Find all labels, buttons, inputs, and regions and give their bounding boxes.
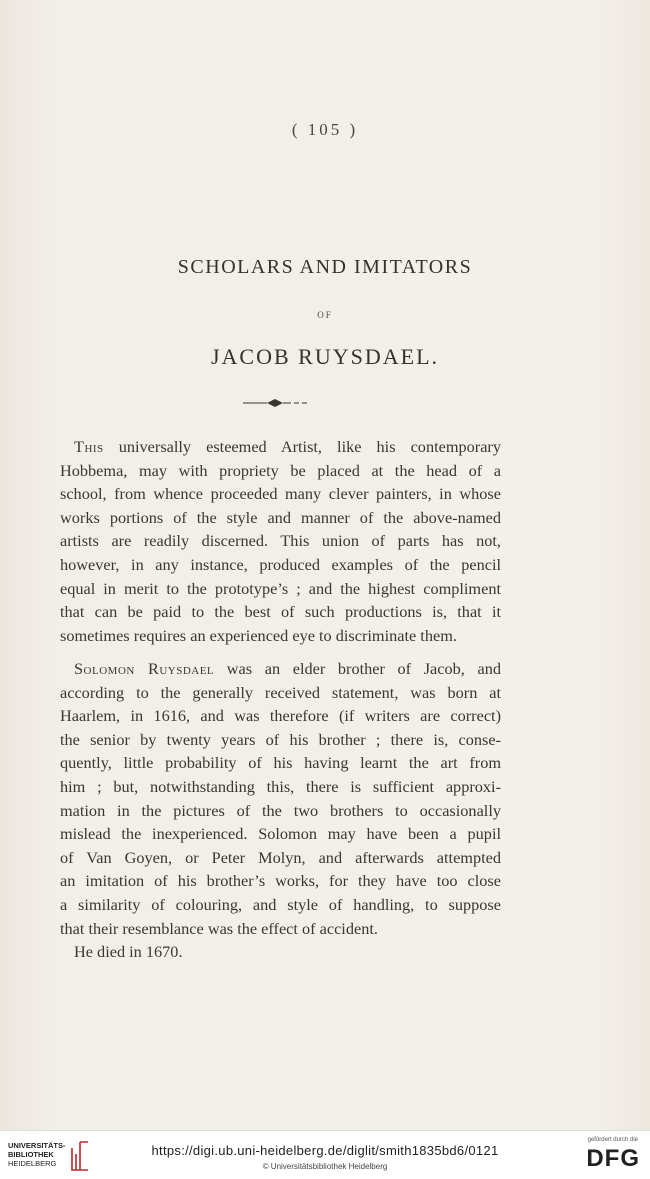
funding-note: gefördert durch die <box>587 1137 638 1143</box>
chapter-title: SCHOLARS AND IMITATORS <box>177 256 473 278</box>
text-line: according to the generally received statement, was born at <box>60 682 501 702</box>
text-line: artists are readily discerned. This union of parts has not, <box>60 531 501 551</box>
text-line: however, in any instance, produced examples of the pencil <box>60 554 501 574</box>
text-line: him ; but, notwithstanding this, there is sufficient approxi- <box>60 776 501 796</box>
text-line: works portions of the style and manner of the above-named <box>60 507 501 527</box>
chapter-subject: JACOB RUYSDAEL. <box>210 344 440 369</box>
paragraph-solomon <box>60 657 501 964</box>
text-line: a similarity of colouring, and style of handling, to suppose <box>60 894 501 914</box>
paragraph-hobbema <box>60 435 501 647</box>
text-line: mation in the pictures of the two brothers to occasionally <box>60 800 501 820</box>
text-line: that can be paid to the best of such productions is, that it <box>60 602 501 622</box>
text-line: universally esteemed Artist, like his contemporary <box>103 437 501 456</box>
text-line: Hobbema, may with propriety be placed at the head of a <box>60 460 501 480</box>
text-line: the senior by twenty years of his brother ; there is, conse- <box>60 729 501 749</box>
text-line: equal in merit to the prototype’s ; and the highest compliment <box>60 578 501 598</box>
text-line: school, from whence proceeded many clever painters, in whose <box>60 484 501 504</box>
text-line: an imitation of his brother’s works, for they have too close <box>60 871 501 891</box>
permalink-url[interactable]: https://digi.ub.uni-heidelberg.de/diglit/smith1835bd6/0121 <box>151 1143 499 1158</box>
library-name: UNIVERSITÄTS- BIBLIOTHEK HEIDELBERG <box>8 1141 66 1168</box>
text-line: He died in 1670. <box>74 942 183 962</box>
ornament-divider <box>243 396 307 410</box>
text-line: was an elder brother of Jacob, and <box>214 659 501 678</box>
dfg-logo: DFG <box>586 1145 640 1172</box>
page-number: ( 105 ) <box>291 120 359 139</box>
copyright-notice: © Universitätsbibliothek Heidelberg <box>262 1162 388 1171</box>
text-line: quently, little probability of his having learnt the art from <box>60 753 501 773</box>
text-line: mislead the inexperienced. Solomon may have been a pupil <box>60 824 501 844</box>
viewer-footer <box>0 1130 650 1179</box>
text-line: sometimes requires an experienced eye to discriminate them. <box>60 625 457 645</box>
text-line: Haarlem, in 1616, and was therefore (if writers are correct) <box>60 706 501 726</box>
lead-name: Solomon Ruysdael <box>74 659 215 678</box>
lead-word: This <box>74 437 104 456</box>
text-line: of Van Goyen, or Peter Molyn, and afterwards attempted <box>60 847 501 867</box>
chapter-title-of: OF <box>317 310 333 320</box>
text-line: that their resemblance was the effect of accident. <box>60 918 378 938</box>
